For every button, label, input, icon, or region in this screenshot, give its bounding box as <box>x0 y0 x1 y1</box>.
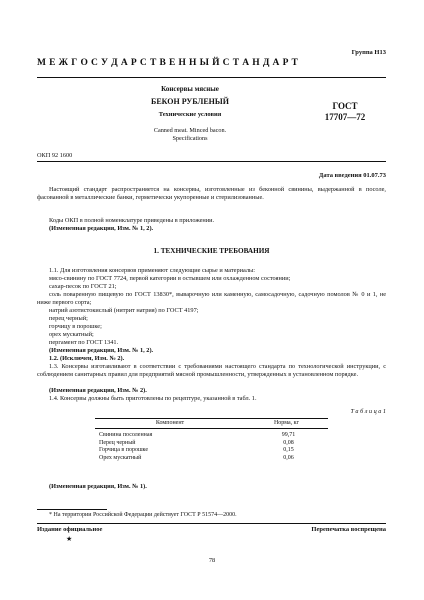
okp-rule <box>37 161 386 162</box>
clause-1-4: 1.4. Консервы должны быть приготовлены по рецептуре, указанной в табл. 1. <box>49 395 257 402</box>
star-icon: ★ <box>66 535 73 543</box>
table-body <box>95 432 328 463</box>
table-row <box>95 447 328 455</box>
english-title-line2: Specifications <box>172 135 208 142</box>
material-mustard: горчицу в порошке; <box>49 323 102 330</box>
header-rule <box>37 77 386 78</box>
intro-paragraph-1: Настоящий стандарт распространяется на консервы, изготовленные из беконной свинины, выдержанной в посоле, фасованной в металлические банки, герметически укупоренные и стерилизованные. <box>37 186 386 201</box>
intro-paragraph-2: Коды ОКП в полной номенклатуре приведены в приложении. <box>49 217 215 224</box>
standard-banner: М Е Ж Г О С У Д А Р С Т В Е Н Н Ы Й С Т А Н Д А Р Т <box>37 58 299 68</box>
row-norm: 0,15 <box>283 447 294 454</box>
clause-1-2: 1.2. (Исключен, Изм. № 2). <box>49 355 125 362</box>
header-component: Компонент <box>155 420 185 426</box>
material-meat: мясо-свинину по ГОСТ 7724, первой категории в остывшем или охлажденном состоянии; <box>49 275 291 282</box>
okp-code: ОКП 92 1600 <box>37 152 73 159</box>
row-component: Орех мускатный <box>99 455 142 462</box>
material-pepper: перец черный; <box>49 315 88 322</box>
category-text: Консервы мясные <box>161 85 219 93</box>
header-norm: Норма, кг <box>273 420 300 426</box>
material-parchment: пергамент по ГОСТ 1341. <box>49 339 119 346</box>
document-subtitle: Технические условия <box>158 111 222 118</box>
row-norm: 0,06 <box>283 455 294 462</box>
recipe-table <box>95 418 328 463</box>
table-header <box>95 418 328 429</box>
footer-rule <box>37 523 386 524</box>
row-component: Свинина посоленная <box>99 432 153 438</box>
table-caption: Т а б л и ц а 1 <box>350 408 386 415</box>
row-component: Горчица в порошке <box>99 447 148 454</box>
clause-1-3: 1.3. Консервы изготавливают в соответствии с требованиями настоящего стандарта по технологической инструкции, с соблюдением санитарных правил для предприятий мясной промышленности, утвержденных в установленном порядке. <box>37 363 386 378</box>
page-number: 78 <box>208 557 216 564</box>
intro-date: Дата введения 01.07.73 <box>318 172 386 179</box>
english-title-line1: Canned meat. Minced bacon. <box>153 127 227 134</box>
material-sugar: сахар-песок по ГОСТ 21; <box>49 283 117 290</box>
gost-number: 17707—72 <box>324 112 366 122</box>
section-heading: 1. ТЕХНИЧЕСКИЕ ТРЕБОВАНИЯ <box>153 247 270 255</box>
row-component: Перец черный <box>99 439 136 446</box>
clause-1-1-amendment: (Измененная редакция, Изм. № 1, 2). <box>49 347 154 354</box>
clause-1-3-amendment: (Измененная редакция, Изм. № 2). <box>49 387 147 394</box>
row-norm: 99,71 <box>281 432 296 438</box>
footnote: * На территории Российской Федерации действует ГОСТ Р 51574—2000. <box>49 512 237 518</box>
row-norm: 0,08 <box>283 439 294 446</box>
group-label: Группа Н13 <box>351 49 386 56</box>
table-row <box>95 432 328 440</box>
material-nutmeg: орех мускатный; <box>49 331 94 338</box>
table-amendment: (Измененная редакция, Изм. № 1). <box>49 483 147 490</box>
footnote-rule <box>37 509 107 510</box>
table-row <box>95 455 328 463</box>
intro-amendment: (Измененная редакция, Изм. № 1, 2). <box>49 225 154 232</box>
clause-1-1: 1.1. Для изготовления консервов применяют следующие сырье и материалы: <box>49 267 255 274</box>
gost-label: ГОСТ <box>332 101 358 111</box>
official-edition-label: Издание официальное <box>37 526 103 533</box>
material-nitrite: натрий азотистокислый (нитрит натрия) по ГОСТ 4197; <box>49 307 199 314</box>
document-title: БЕКОН РУБЛЕНЫЙ <box>151 97 229 106</box>
material-salt: соль поваренную пищевую по ГОСТ 13830*, выварочную или каменную, самосадочную, садочную помолов № 0 и 1, не ниже первого сорта; <box>37 291 386 306</box>
table-row <box>95 440 328 448</box>
reprint-prohibited-label: Перепечатка воспрещена <box>311 526 386 533</box>
